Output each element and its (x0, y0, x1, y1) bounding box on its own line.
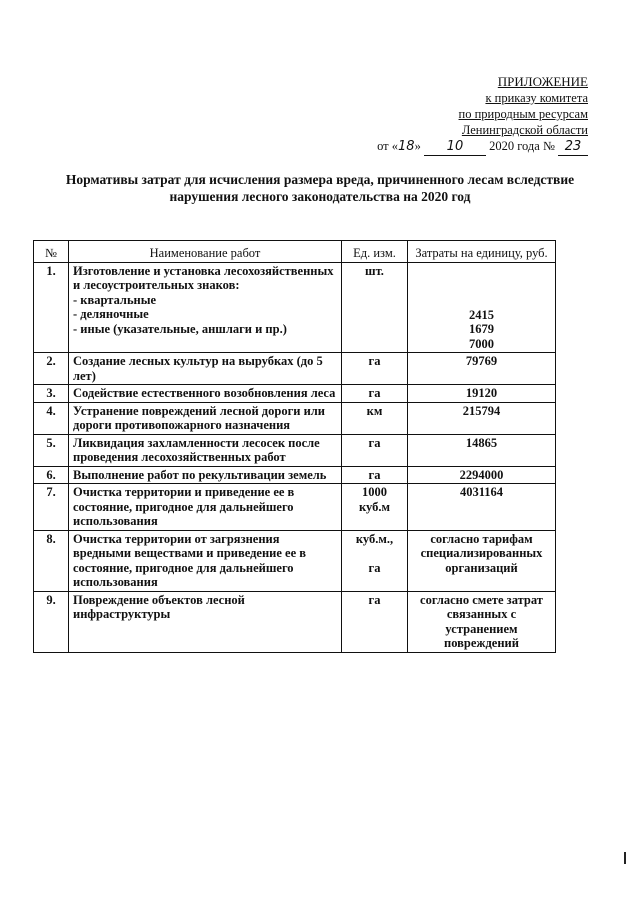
row-cost-value: 1679 (469, 322, 494, 336)
table-row (34, 484, 556, 531)
row-num: 5. (34, 434, 69, 466)
row-num: 1. (34, 262, 69, 353)
row-cost (408, 262, 556, 353)
scan-artifact (624, 852, 626, 864)
row-name: Содействие естественного возобновления леса (69, 385, 342, 403)
row-num: 6. (34, 466, 69, 484)
table-row (34, 353, 556, 385)
table-header-row (34, 241, 556, 263)
row-num: 7. (34, 484, 69, 531)
date-day: 18 (398, 139, 415, 154)
appendix-line-3: Ленинградской области (461, 123, 588, 137)
row-unit (342, 530, 408, 591)
row-cost: согласно смете затрат связанных с устранением повреждений (408, 591, 556, 652)
row-num: 8. (34, 530, 69, 591)
row-num: 2. (34, 353, 69, 385)
table-row (34, 591, 556, 652)
row-name: Ликвидация захламленности лесосек после проведения лесохозяйственных работ (69, 434, 342, 466)
row-num: 4. (34, 402, 69, 434)
row-name: Очистка территории от загрязнения вредными веществами и приведение ее в состояние, пригодное для дальнейшего использования (69, 530, 342, 591)
table-row (34, 530, 556, 591)
row-sub-item: - квартальные (73, 292, 157, 307)
row-name: Очистка территории и приведение ее в состояние, пригодное для дальнейшего использования (69, 484, 342, 531)
header-unit: Ед. изм. (342, 241, 408, 263)
row-name: Выполнение работ по рекультивации земель (69, 466, 342, 484)
appendix-line-1: к приказу комитета (485, 91, 588, 105)
title-line-1: Нормативы затрат для исчисления размера вреда, причиненного лесам вследствие (65, 172, 575, 187)
norms-table (33, 240, 556, 653)
row-sub-item: - деляночные (73, 307, 149, 321)
row-num: 9. (34, 591, 69, 652)
order-number: 23 (558, 139, 588, 156)
row-cost: 4031164 (408, 484, 556, 531)
row-unit: км (342, 402, 408, 434)
row-cost-value: 2415 (469, 307, 494, 322)
row-cost: 2294000 (408, 466, 556, 484)
date-year: 2020 года № (489, 139, 555, 153)
table-row (34, 466, 556, 484)
row-cost: 19120 (408, 385, 556, 403)
row-cost: согласно тарифам специализированных организаций (408, 530, 556, 591)
table-row (34, 385, 556, 403)
row-name-main: Изготовление и установка лесохозяйственных и лесоустроительных знаков: (73, 263, 334, 292)
row-name: Повреждение объектов лесной инфраструктуры (69, 591, 342, 652)
row-cost: 215794 (408, 402, 556, 434)
row-unit: га (342, 466, 408, 484)
table-row (34, 434, 556, 466)
table-row (34, 402, 556, 434)
row-unit: га (342, 385, 408, 403)
order-date-line (328, 138, 588, 156)
appendix-line-2: по природным ресурсам (458, 107, 588, 121)
row-cost-value: 7000 (469, 336, 494, 351)
row-unit-line: куб.м (359, 499, 390, 514)
row-unit-line: 1000 (362, 485, 387, 499)
row-unit (342, 484, 408, 531)
row-sub-item: - иные (указательные, аншлаги и пр.) (73, 321, 287, 336)
row-unit: га (342, 434, 408, 466)
row-unit: га (342, 353, 408, 385)
date-prefix: от « (377, 139, 399, 153)
row-name (69, 262, 342, 353)
header-cost: Затраты на единицу, руб. (408, 241, 556, 263)
row-unit-line: куб.м., (355, 531, 394, 546)
row-num: 3. (34, 385, 69, 403)
date-month: 10 (424, 139, 486, 156)
header-num: № (34, 241, 69, 263)
appendix-heading: ПРИЛОЖЕНИЕ (497, 74, 588, 89)
date-mid: » (414, 139, 421, 153)
row-unit: га (342, 591, 408, 652)
row-name: Устранение повреждений лесной дороги или дороги противопожарного назначения (69, 402, 342, 434)
row-cost: 79769 (408, 353, 556, 385)
row-cost: 14865 (408, 434, 556, 466)
row-name: Создание лесных культур на вырубках (до 5 лет) (69, 353, 342, 385)
document-title (40, 171, 600, 205)
appendix-header (328, 74, 588, 156)
row-unit: шт. (342, 262, 408, 353)
row-unit-line: га (368, 560, 381, 575)
header-name: Наименование работ (69, 241, 342, 263)
title-line-2: нарушения лесного законодательства на 2020 год (169, 189, 471, 204)
table-row (34, 262, 556, 353)
